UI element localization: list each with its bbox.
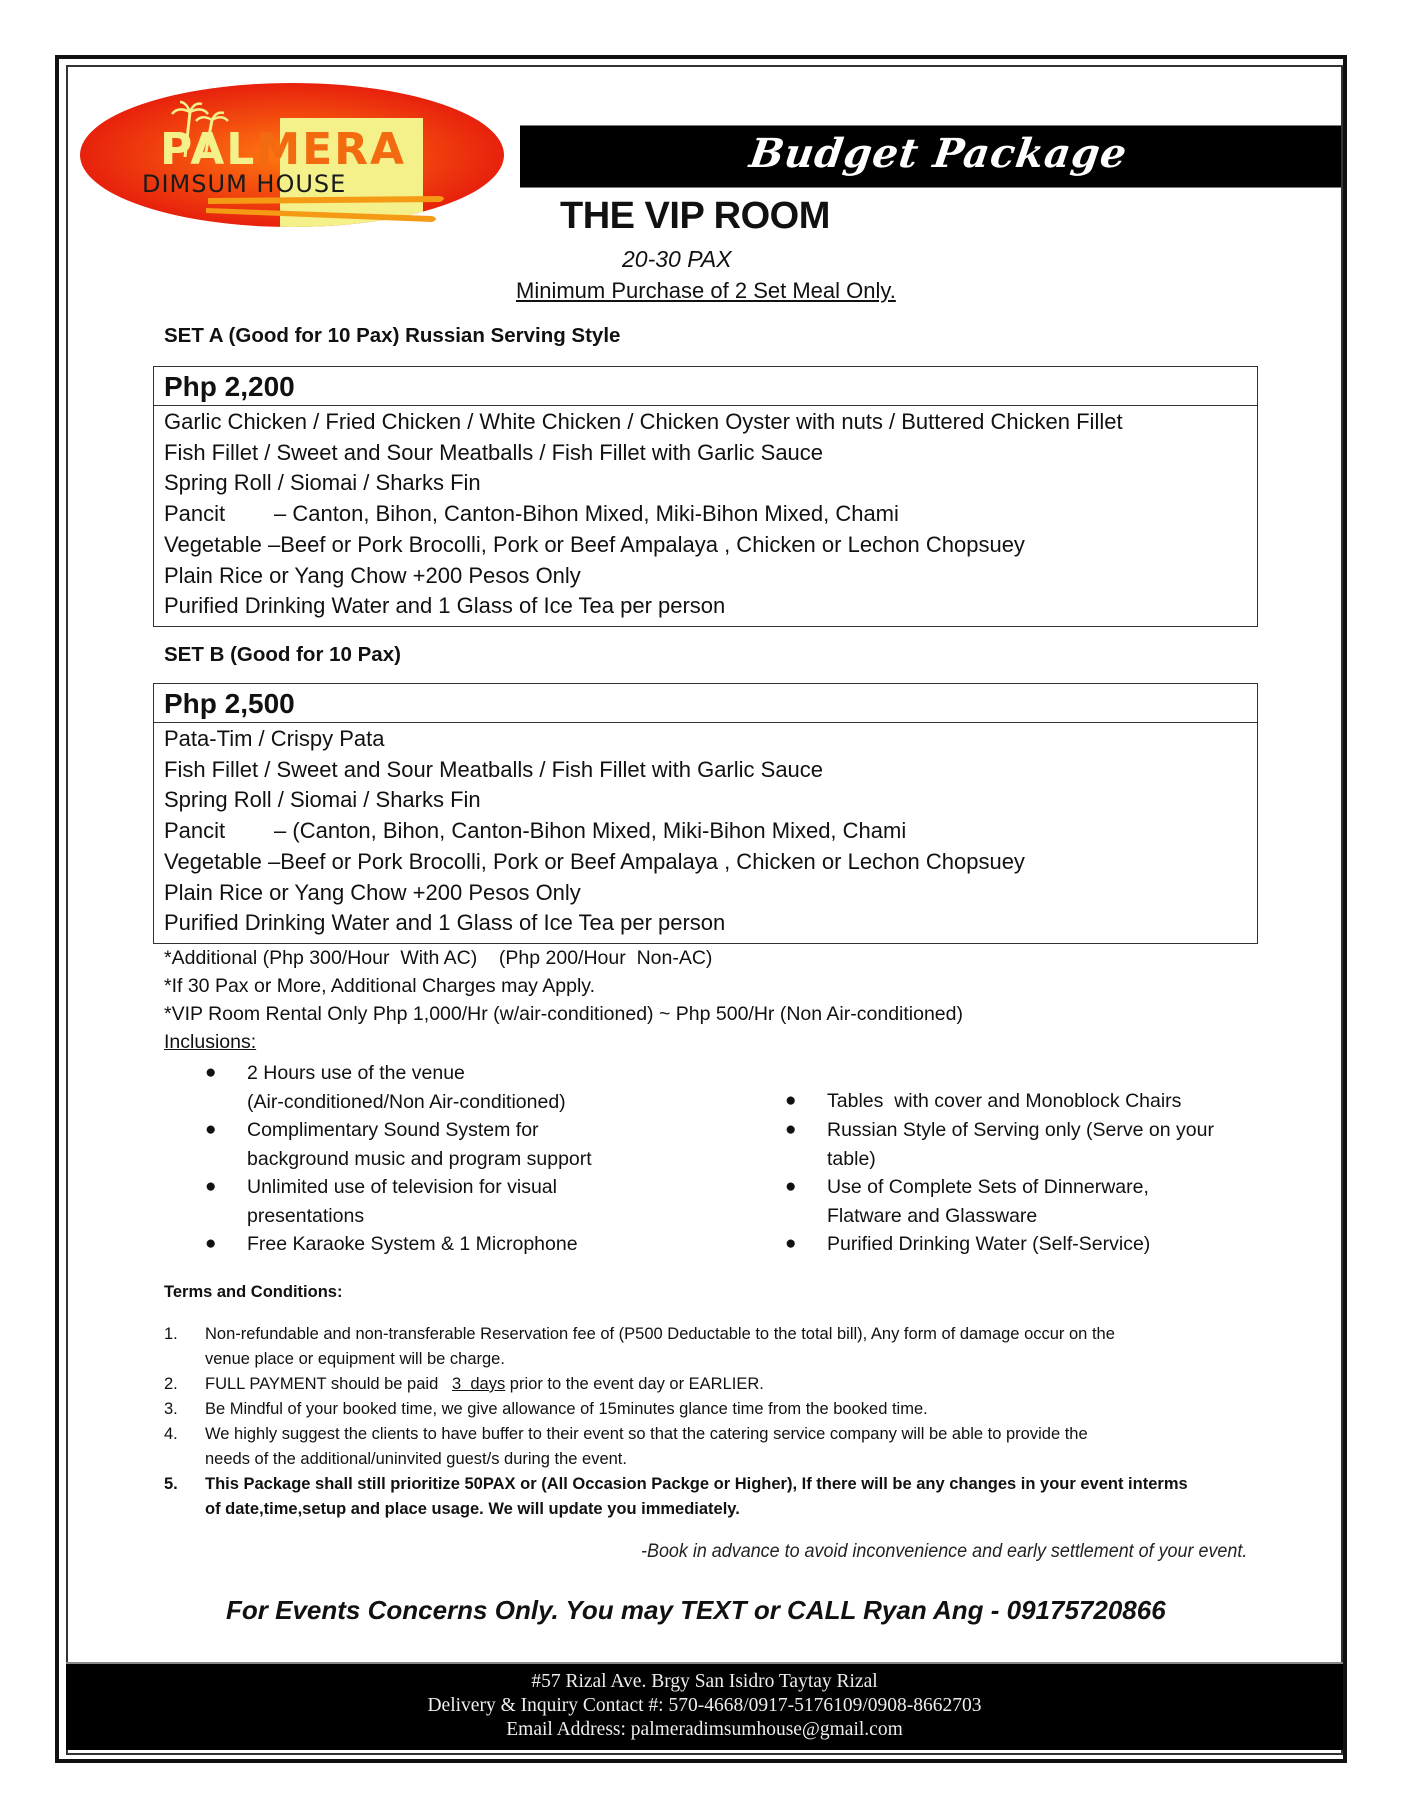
term-days-underlined: 3 days xyxy=(452,1375,506,1393)
set-item: Fish Fillet / Sweet and Sour Meatballs / Fish Fillet with Garlic Sauce xyxy=(164,439,824,465)
bullet-icon: ● xyxy=(205,1233,217,1254)
inclusion-line: 2 Hours use of the venue xyxy=(247,1062,465,1084)
set-b-heading: SET B (Good for 10 Pax) xyxy=(164,643,401,666)
set-b-box xyxy=(153,683,1258,944)
footer-band xyxy=(66,1662,1343,1750)
term-line: This Package shall still prioritize 50PAX or (All Occasion Packge or Higher), If there will be any changes in your event interms xyxy=(205,1475,1188,1493)
svg-text:PALMERA: PALMERA xyxy=(160,124,407,175)
term-number: 1. xyxy=(164,1325,178,1343)
footer-phones: Delivery & Inquiry Contact #: 570-4668/0917-5176109/0908-8662703 xyxy=(427,1695,982,1716)
terms-title: Terms and Conditions: xyxy=(164,1283,343,1301)
term-line: venue place or equipment will be charge. xyxy=(205,1350,505,1368)
inclusion-line: Complimentary Sound System for xyxy=(247,1119,539,1141)
inclusion-line: Flatware and Glassware xyxy=(827,1204,1038,1227)
term-line: Non-refundable and non-transferable Reservation fee of (P500 Deductable to the total bill), Any form of damage occur on the xyxy=(205,1325,1115,1343)
bullet-icon: ● xyxy=(785,1090,797,1111)
inclusion-line: Russian Style of Serving only (Serve on your xyxy=(827,1119,1214,1141)
bullet-icon: ● xyxy=(205,1176,217,1197)
term-line xyxy=(205,1372,764,1397)
bullet-icon: ● xyxy=(205,1119,217,1140)
set-item: Fish Fillet / Sweet and Sour Meatballs / Fish Fillet with Garlic Sauce xyxy=(164,756,824,782)
room-pax: 20-30 PAX xyxy=(622,246,732,272)
set-item: Spring Roll / Siomai / Sharks Fin xyxy=(164,470,481,496)
bullet-icon: ● xyxy=(205,1062,217,1083)
set-item: Pancit – (Canton, Bihon, Canton-Bihon Mixed, Miki-Bihon Mixed, Chami xyxy=(164,818,907,844)
set-a-heading: SET A (Good for 10 Pax) Russian Serving Style xyxy=(164,324,621,347)
inclusion-line: background music and program support xyxy=(247,1147,592,1170)
set-item: Vegetable –Beef or Pork Brocolli, Pork or Beef Ampalaya , Chicken or Lechon Chopsuey xyxy=(164,531,1025,557)
inclusion-line: table) xyxy=(827,1147,876,1170)
set-item: Plain Rice or Yang Chow +200 Pesos Only xyxy=(164,879,581,905)
term-number: 2. xyxy=(164,1375,178,1393)
term-number: 3. xyxy=(164,1400,178,1418)
set-item: Spring Roll / Siomai / Sharks Fin xyxy=(164,787,481,813)
note-additional: *Additional (Php 300/Hour With AC) (Php 200/Hour Non-AC) xyxy=(164,947,713,969)
room-title: THE VIP ROOM xyxy=(560,195,830,237)
svg-text:DIMSUM HOUSE: DIMSUM HOUSE xyxy=(142,170,347,198)
minimum-purchase-note: Minimum Purchase of 2 Set Meal Only. xyxy=(516,278,896,303)
term-number: 5. xyxy=(164,1475,178,1493)
bullet-icon: ● xyxy=(785,1119,797,1140)
set-a-items xyxy=(154,406,1257,622)
term-line: Be Mindful of your booked time, we give allowance of 15minutes glance time from the booked time. xyxy=(205,1400,928,1418)
inclusion-line: Tables with cover and Monoblock Chairs xyxy=(827,1090,1182,1112)
footer-address: #57 Rizal Ave. Brgy San Isidro Taytay Rizal xyxy=(531,1671,878,1692)
term-text-part: prior to the event day or EARLIER. xyxy=(505,1375,764,1393)
set-item: Purified Drinking Water and 1 Glass of Ice Tea per person xyxy=(164,910,726,936)
palmera-logo xyxy=(80,82,505,228)
banner-title: Budget Package xyxy=(746,130,1131,177)
set-b-items xyxy=(154,723,1257,939)
inclusions-title: Inclusions: xyxy=(164,1031,257,1053)
set-item: Pancit – Canton, Bihon, Canton-Bihon Mixed, Miki-Bihon Mixed, Chami xyxy=(164,501,899,527)
budget-package-banner xyxy=(520,125,1341,188)
set-item: Pata-Tim / Crispy Pata xyxy=(164,726,385,751)
inclusion-line: presentations xyxy=(247,1204,365,1227)
bullet-icon: ● xyxy=(785,1176,797,1197)
set-item: Garlic Chicken / Fried Chicken / White Chicken / Chicken Oyster with nuts / Buttered Chicken Fillet xyxy=(164,409,1123,434)
inclusion-line: Use of Complete Sets of Dinnerware, xyxy=(827,1176,1149,1198)
inclusion-line: Unlimited use of television for visual xyxy=(247,1176,557,1198)
inclusion-line: Free Karaoke System & 1 Microphone xyxy=(247,1233,578,1255)
term-line: of date,time,setup and place usage. We will update you immediately. xyxy=(205,1500,740,1518)
set-item: Vegetable –Beef or Pork Brocolli, Pork or Beef Ampalaya , Chicken or Lechon Chopsuey xyxy=(164,848,1025,874)
inclusion-line: (Air-conditioned/Non Air-conditioned) xyxy=(247,1090,566,1113)
note-30-pax: *If 30 Pax or More, Additional Charges may Apply. xyxy=(164,975,596,997)
inclusion-line: Purified Drinking Water (Self-Service) xyxy=(827,1233,1151,1255)
note-room-rental: *VIP Room Rental Only Php 1,000/Hr (w/air-conditioned) ~ Php 500/Hr (Non Air-conditioned) xyxy=(164,1003,963,1025)
set-item: Purified Drinking Water and 1 Glass of Ice Tea per person xyxy=(164,593,726,619)
term-number: 4. xyxy=(164,1425,178,1443)
set-b-price: Php 2,500 xyxy=(154,684,1257,723)
footer-email: Email Address: palmeradimsumhouse@gmail.com xyxy=(506,1719,903,1740)
set-a-box xyxy=(153,366,1258,627)
bullet-icon: ● xyxy=(785,1233,797,1254)
events-contact: For Events Concerns Only. You may TEXT or CALL Ryan Ang - 09175720866 xyxy=(226,1595,1166,1625)
term-text-part: FULL PAYMENT should be paid xyxy=(205,1375,453,1393)
term-line: We highly suggest the clients to have buffer to their event so that the catering service company will be able to provide the xyxy=(205,1425,1088,1443)
set-item: Plain Rice or Yang Chow +200 Pesos Only xyxy=(164,562,581,588)
book-in-advance-note: -Book in advance to avoid inconvenience and early settlement of your event. xyxy=(641,1540,1248,1562)
set-a-price: Php 2,200 xyxy=(154,367,1257,406)
term-line: needs of the additional/uninvited guest/s during the event. xyxy=(205,1450,627,1468)
